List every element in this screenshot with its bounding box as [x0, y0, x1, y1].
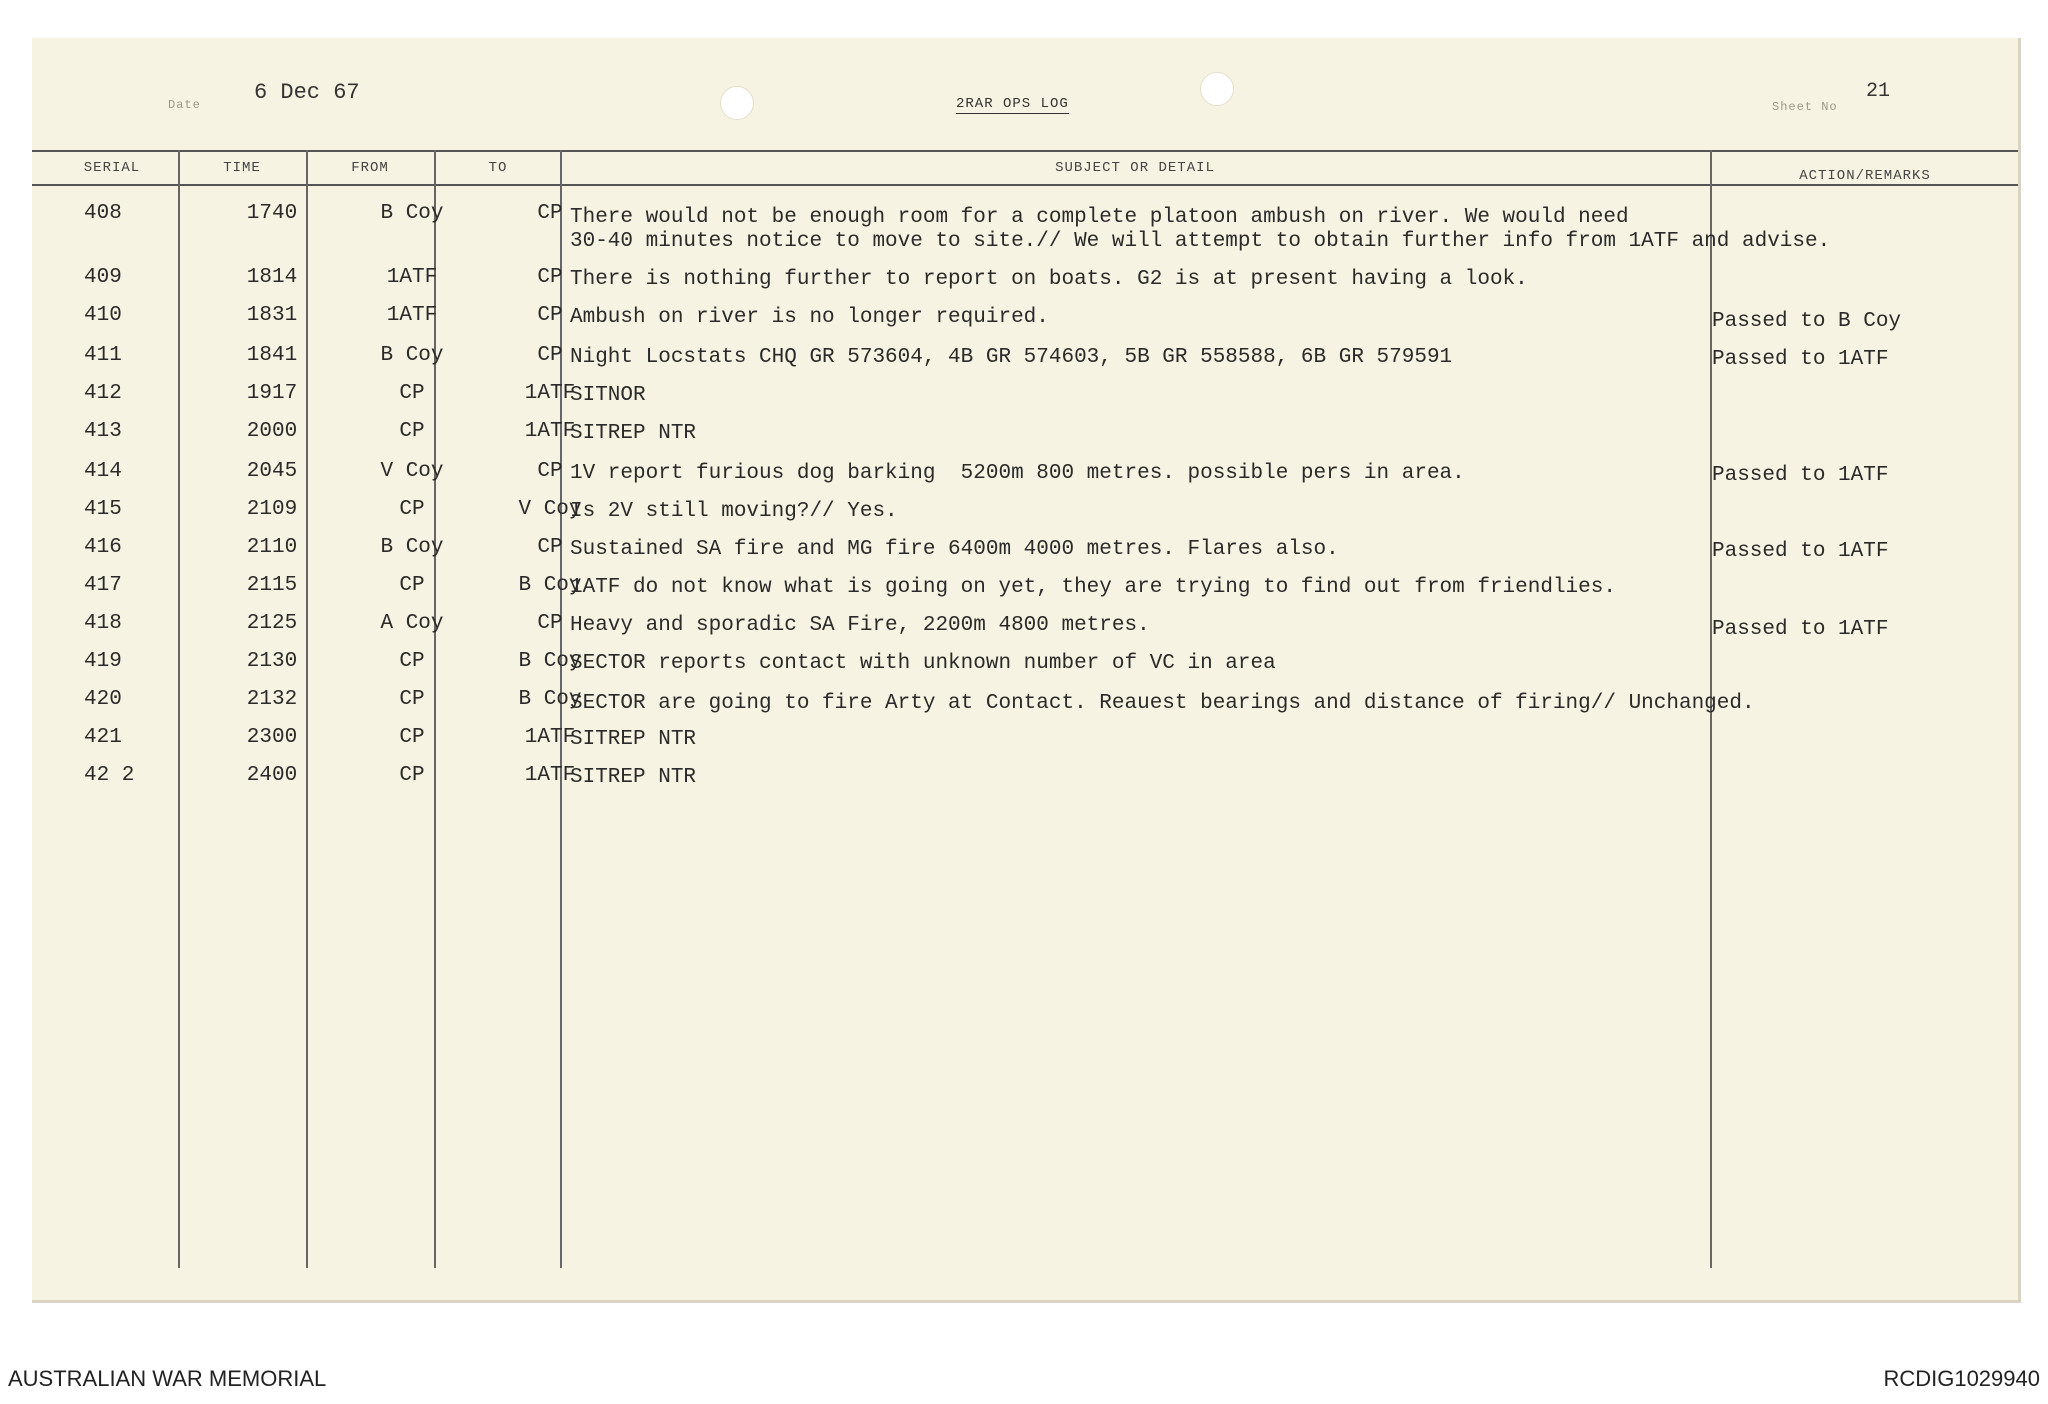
row-from: CP — [399, 726, 425, 749]
punch-hole-right — [1200, 72, 1234, 106]
row-serial: 408 — [84, 202, 122, 225]
col-head-time: TIME — [223, 160, 261, 176]
row-from: CP — [399, 764, 425, 787]
row-to: V Coy — [518, 498, 582, 521]
row-serial: 412 — [84, 382, 122, 405]
row-time: 2045 — [246, 460, 298, 483]
row-detail: SECTOR reports contact with unknown number of VC in area — [570, 652, 1276, 675]
row-from: 1ATF — [386, 266, 438, 289]
row-time: 2125 — [246, 612, 298, 635]
header-rule-top — [32, 150, 2018, 152]
row-serial: 416 — [84, 536, 122, 559]
row-action: Passed to 1ATF — [1712, 464, 1889, 487]
row-from: V Coy — [380, 460, 444, 483]
date-label: Date — [168, 98, 201, 112]
row-serial: 419 — [84, 650, 122, 673]
row-to: CP — [537, 202, 563, 225]
row-detail: SECTOR are going to fire Arty at Contact. Reauest bearings and distance of firing// Unchanged. — [570, 692, 1755, 715]
row-from: A Coy — [380, 612, 444, 635]
row-time: 2130 — [246, 650, 298, 673]
log-title: 2RAR OPS LOG — [956, 96, 1069, 112]
row-to: 1ATF — [524, 420, 576, 443]
row-to: 1ATF — [524, 726, 576, 749]
row-from: CP — [399, 382, 425, 405]
row-action: Passed to 1ATF — [1712, 348, 1889, 371]
row-serial: 411 — [84, 344, 122, 367]
row-time: 2132 — [246, 688, 298, 711]
row-to: B Coy — [518, 688, 582, 711]
row-serial: 421 — [84, 726, 122, 749]
row-time: 2109 — [246, 498, 298, 521]
row-detail: There would not be enough room for a complete platoon ambush on river. We would need — [570, 206, 1629, 229]
row-from: CP — [399, 574, 425, 597]
row-detail: SITREP NTR — [570, 766, 697, 789]
row-serial: 410 — [84, 304, 122, 327]
row-serial: 42 2 — [84, 764, 135, 787]
row-detail: SITREP NTR — [570, 422, 697, 445]
row-serial: 418 — [84, 612, 122, 635]
row-time: 1841 — [246, 344, 298, 367]
date-value: 6 Dec 67 — [254, 80, 360, 105]
row-detail: Heavy and sporadic SA Fire, 2200m 4800 metres. — [570, 614, 1150, 637]
row-detail: 1V report furious dog barking 5200m 800 metres. possible pers in area. — [570, 462, 1465, 485]
row-action: Passed to B Coy — [1712, 310, 1902, 333]
row-to: CP — [537, 536, 563, 559]
sheet-label: Sheet No — [1772, 100, 1838, 114]
row-action: Passed to 1ATF — [1712, 540, 1889, 563]
row-to: CP — [537, 344, 563, 367]
row-serial: 417 — [84, 574, 122, 597]
row-from: CP — [399, 498, 425, 521]
row-from: CP — [399, 650, 425, 673]
row-detail: Night Locstats CHQ GR 573604, 4B GR 574603, 5B GR 558588, 6B GR 579591 — [570, 346, 1453, 369]
row-time: 2400 — [246, 764, 298, 787]
row-to: 1ATF — [524, 382, 576, 405]
row-from: B Coy — [380, 536, 444, 559]
col-head-action: ACTION/REMARKS — [1799, 168, 1931, 184]
row-detail: Sustained SA fire and MG fire 6400m 4000 metres. Flares also. — [570, 538, 1339, 561]
row-detail: Is 2V still moving?// Yes. — [570, 500, 898, 523]
row-from: B Coy — [380, 344, 444, 367]
row-time: 1831 — [246, 304, 298, 327]
row-time: 2300 — [246, 726, 298, 749]
row-to: CP — [537, 266, 563, 289]
row-to: B Coy — [518, 650, 582, 673]
row-detail: 1ATF do not know what is going on yet, they are trying to find out from friendlies. — [570, 576, 1616, 599]
row-from: B Coy — [380, 202, 444, 225]
row-detail-continued: 30-40 minutes notice to move to site.// We will attempt to obtain further info from 1ATF and advise. — [570, 230, 1831, 253]
row-from: CP — [399, 420, 425, 443]
log-sheet — [32, 38, 2021, 1303]
row-time: 1814 — [246, 266, 298, 289]
row-from: CP — [399, 688, 425, 711]
row-detail: Ambush on river is no longer required. — [570, 306, 1049, 329]
row-detail: There is nothing further to report on boats. G2 is at present having a look. — [570, 268, 1528, 291]
row-time: 2110 — [246, 536, 298, 559]
row-serial: 414 — [84, 460, 122, 483]
row-to: CP — [537, 612, 563, 635]
row-time: 2000 — [246, 420, 298, 443]
row-to: B Coy — [518, 574, 582, 597]
col-head-to: TO — [488, 160, 508, 176]
row-from: 1ATF — [386, 304, 438, 327]
row-action: Passed to 1ATF — [1712, 618, 1889, 641]
sheet-number: 21 — [1866, 80, 1891, 103]
row-to: CP — [537, 460, 563, 483]
row-serial: 409 — [84, 266, 122, 289]
punch-hole-left — [720, 86, 754, 120]
col-head-from: FROM — [351, 160, 389, 176]
col-head-serial: SERIAL — [83, 160, 141, 176]
archive-credit: AUSTRALIAN WAR MEMORIAL — [8, 1366, 327, 1391]
row-to: 1ATF — [524, 764, 576, 787]
row-to: CP — [537, 304, 563, 327]
col-head-detail: SUBJECT OR DETAIL — [1055, 160, 1215, 176]
row-serial: 415 — [84, 498, 122, 521]
row-serial: 420 — [84, 688, 122, 711]
row-time: 1917 — [246, 382, 298, 405]
row-time: 2115 — [246, 574, 298, 597]
header-rule-bottom — [32, 184, 2018, 186]
row-serial: 413 — [84, 420, 122, 443]
row-detail: SITREP NTR — [570, 728, 697, 751]
archive-reference: RCDIG1029940 — [1883, 1366, 2040, 1391]
row-time: 1740 — [246, 202, 298, 225]
row-detail: SITNOR — [570, 384, 646, 407]
